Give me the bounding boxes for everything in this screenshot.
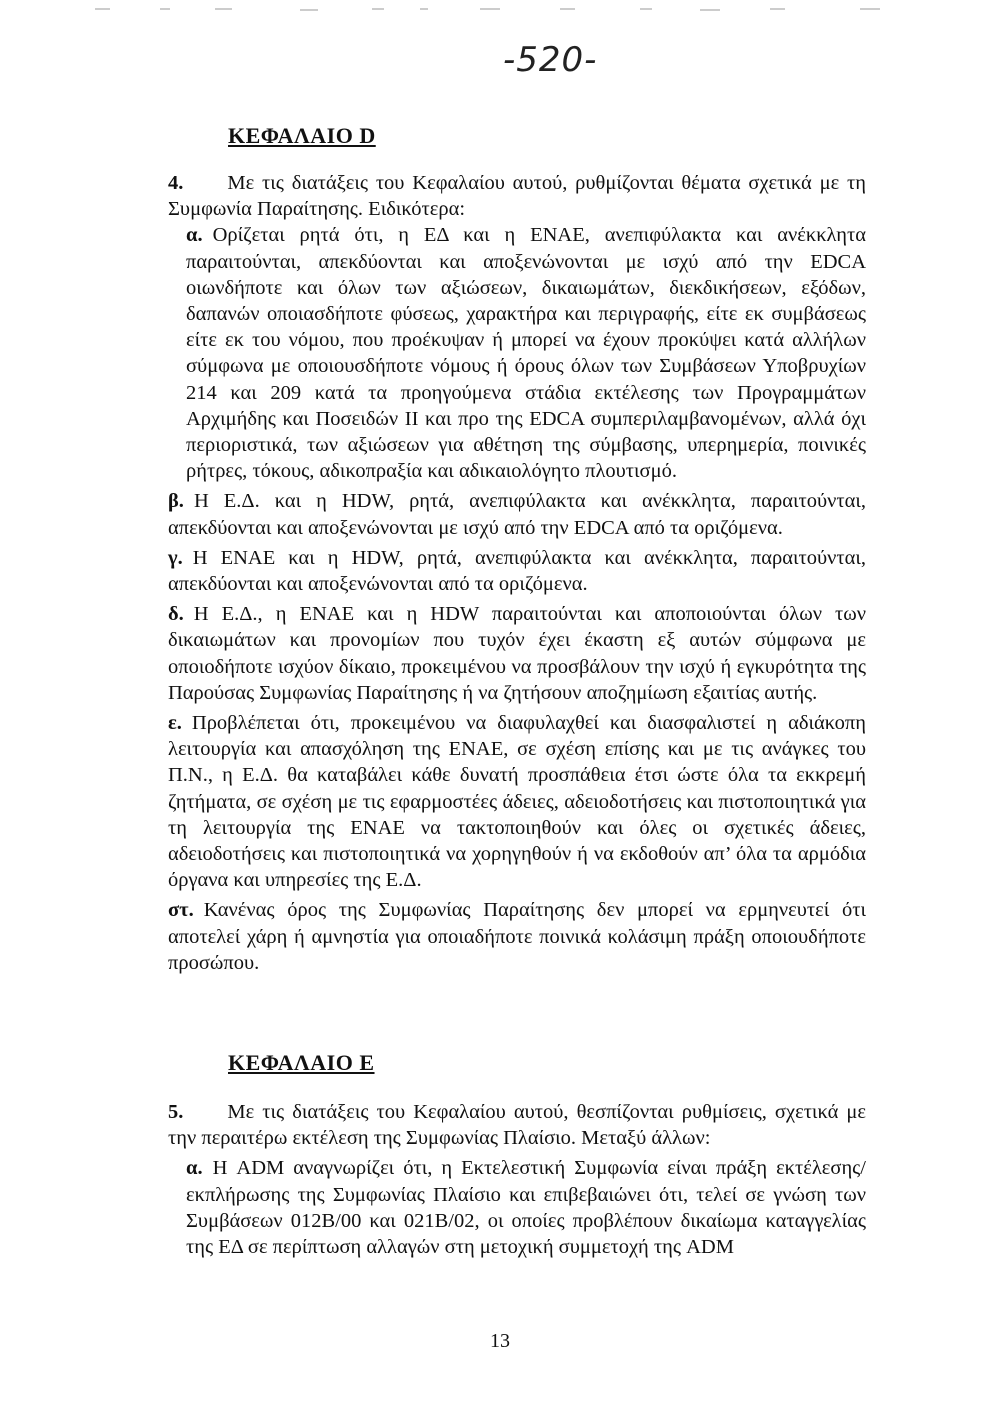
item-letter: β. [168,490,184,513]
item-text: Η ADM αναγνωρίζει ότι, η Εκτελεστική Συμφωνία είναι πράξη εκτέλεσης/εκπλήρωσης της Συμφωνίας Πλαίσιο και επιβεβαιώνει ότι, τελεί σε γνώση των Συμβάσεων 012Β/00 και 021Β/02, οι οποίες προβλέπουν δικαίωμα καταγγελίας της ΕΔ σε περίπτωση αλλαγών στη μετοχική συμμετοχή της ADM [186,1157,866,1259]
handwritten-page-mark: -520- [503,40,598,80]
item-alpha [168,1155,866,1260]
item-letter: α. [186,1157,203,1180]
item-epsilon [168,710,866,893]
item-text: Η Ε.Δ., η ΕΝΑΕ και η HDW παραιτούνται και αποποιούνται όλων των δικαιωμάτων και προνομίων που τυχόν έχει έκαστη εξ αυτών σύμφωνα με οποιοδήποτε ισχύον δίκαιο, προκειμένου να προσβάλουν την ισχύ ή εγκυρότητα της Παρούσας Συμφωνίας Παραίτησης ή να ζητήσουν αποζημίωση εξαιτίας αυτής. [168,603,866,704]
item-letter: δ. [168,603,184,626]
item-letter: α. [186,224,203,247]
chapter-e-body [168,1099,866,1260]
paragraph-intro: Με τις διατάξεις του Κεφαλαίου αυτού, ρυθμίζονται θέματα σχετικά με τη Συμφωνία Παραίτησης. Ειδικότερα: [168,172,866,221]
item-text: Ορίζεται ρητά ότι, η ΕΔ και η ΕΝΑΕ, ανεπιφύλακτα και ανέκκλητα παραιτούνται, απεκδύονται και αποξενώνονται με ισχύ από την EDCA οιωνδήποτε και όλων των αξιώσεων, δικαιωμάτων, διεκδικήσεων, εξόδων, δαπανών οποιασδήποτε φύσεως, χαρακτήρα και περιγραφής, είτε εκ συμβάσεως είτε εκ του νόμου, που προέκυψαν ή μπορεί να έχουν προκύψει κατά αλλήλων σύμφωνα με οποιουσδήποτε νόμους ή όρους όλων των Συμβάσεων Υποβρυχίων 214 και 209 κατά τα προηγούμενα στάδια εκτέλεσης των Προγραμμάτων Αρχιμήδης και Ποσειδών ΙΙ και προ της EDCA συμπεριλαμβανομένων, αλλά όχι περιοριστικά, των αξιώσεων για αθέτηση της σύμβασης, υπερημερία, ποινικές ρήτρες, τόκους, αδικοπραξία και αδικαιολόγητο πλουτισμό. [186,224,866,483]
chapter-d-body [168,170,866,976]
scan-edge-marks [0,0,1000,20]
item-text: Η ΕΝΑΕ και η HDW, ρητά, ανεπιφύλακτα και ανέκκλητα, παραιτούνται, απεκδύονται και αποξενώνονται από τα οριζόμενα. [168,546,866,596]
page-number: 13 [490,1330,510,1352]
item-letter: ε. [168,712,182,735]
item-text: Προβλέπεται ότι, προκειμένου να διαφυλαχθεί και διασφαλιστεί η αδιάκοπη λειτουργία και απασχόληση της ΕΝΑΕ, σε σχέση επίσης και με τις ανάγκες του Π.Ν., η Ε.Δ. θα καταβάλει κάθε δυνατή προσπάθεια έτσι ώστε όλα τα εκκρεμή ζητήματα, σε σχέση με τις εφαρμοστέες άδειες, αδειοδοτήσεις και πιστοποιητικά για τη λειτουργία της ΕΝΑΕ να τακτοποιηθούν και όλες οι σχετικές άδειες, αδειοδοτήσεις και πιστοποιητικά να χορηγηθούν ή να εκδοθούν απ’ όλα τα αρμόδια όργανα και υπηρεσίες της Ε.Δ. [168,712,866,892]
item-gamma [168,545,866,597]
paragraph-number: 4. [168,172,184,194]
item-beta [168,488,866,540]
paragraph-4 [168,170,866,222]
item-delta [168,601,866,706]
item-letter: στ. [168,899,194,922]
paragraph-5 [168,1099,866,1151]
item-letter: γ. [168,546,183,569]
item-text: Η Ε.Δ. και η HDW, ρητά, ανεπιφύλακτα και ανέκκλητα, παραιτούνται, απεκδύονται και αποξενώνονται με ισχύ από την EDCA από τα οριζόμενα. [168,490,866,539]
chapter-e-heading: ΚΕΦΑΛΑΙΟ Ε [228,1050,375,1075]
chapter-d-heading: ΚΕΦΑΛΑΙΟ D [228,123,376,148]
item-alpha [168,222,866,484]
item-text: Κανένας όρος της Συμφωνίας Παραίτησης δεν μπορεί να ερμηνευτεί ότι αποτελεί χάρη ή αμνηστία για οποιαδήποτε ποινικά κολάσιμη πράξη οποιουδήποτε προσώπου. [168,899,866,974]
paragraph-number: 5. [168,1101,184,1123]
paragraph-intro: Με τις διατάξεις του Κεφαλαίου αυτού, θεσπίζονται ρυθμίσεις, σχετικά με την περαιτέρω εκτέλεση της Συμφωνίας Πλαίσιο. Μεταξύ άλλων: [168,1101,866,1150]
item-stigma [168,897,866,976]
